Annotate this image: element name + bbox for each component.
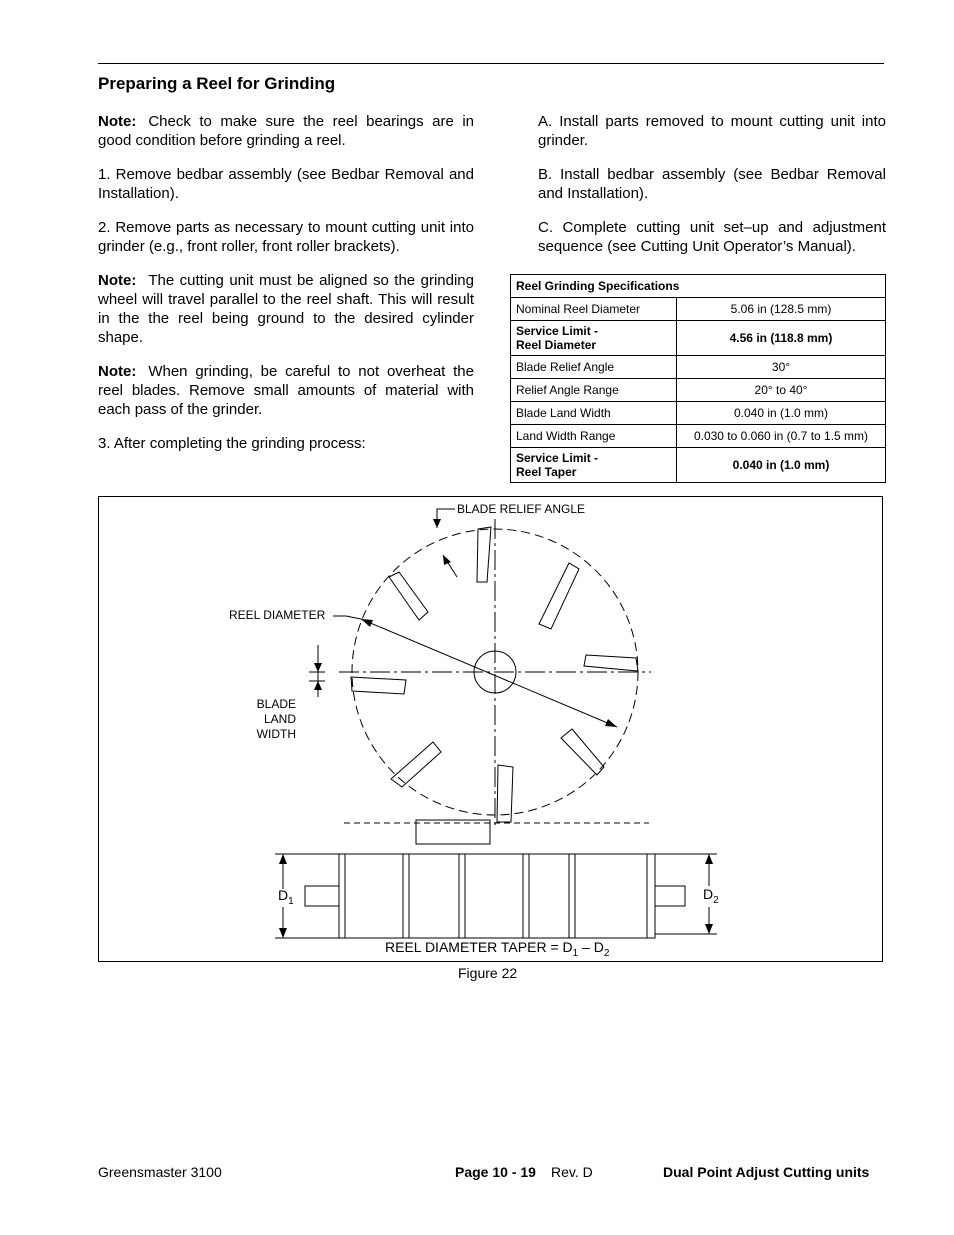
taper-formula [385,940,609,961]
figure-caption: Figure 22 [458,965,518,981]
arrowhead [279,854,287,864]
note-label: Note: [98,113,137,130]
reel-side-body [339,854,655,938]
table-row [511,356,886,379]
step-3: 3. After completing the grinding process: [98,435,366,452]
spec-label-line: Service Limit - [516,324,599,338]
spec-label: Blade Land Width [511,402,677,425]
spec-label: Land Width Range [511,425,677,448]
spec-label-line: Reel Taper [516,465,577,479]
right-shaft [655,886,685,906]
spec-value: 0.030 to 0.060 in (0.7 to 1.5 mm) [677,425,886,448]
table-row [511,321,886,356]
arrowhead [314,681,322,690]
footer-section: Dual Point Adjust Cutting units [663,1164,870,1180]
blade [584,655,638,671]
blade [389,572,428,620]
label-line: WIDTH [256,727,296,741]
page-title: Preparing a Reel for Grinding [98,74,336,93]
left-column [98,112,474,468]
reel-diameter-leader [333,616,361,619]
table-row [511,298,886,321]
note-text: The cutting unit must be aligned so the grinding wheel will travel parallel to the reel shaft. This will result in the the reel being ground to the desired cylinder shape. [98,272,474,346]
d2-text: D [703,886,714,902]
spec-label [511,448,677,483]
note-label: Note: [98,363,137,380]
blade [539,563,579,629]
arrowhead [433,519,441,528]
d1-text: D [278,887,289,903]
step-1: 1. Remove bedbar assembly (see Bedbar Removal and Installation). [98,166,474,202]
spec-label-line: Service Limit - [516,451,599,465]
reel-diameter-label: REEL DIAMETER [229,608,326,622]
spec-value: 4.56 in (118.8 mm) [677,321,886,356]
right-column [538,112,886,271]
blade [497,765,513,822]
spec-label: Relief Angle Range [511,379,677,402]
d2-label [703,887,719,908]
step-a: A. Install parts removed to mount cutting unit into grinder. [538,113,886,149]
spec-label [511,321,677,356]
d1-subscript: 1 [288,895,294,907]
arrowhead [705,854,713,864]
footer-page: Page 10 - 19 [455,1164,536,1180]
spec-value: 30° [677,356,886,379]
blade [477,527,491,582]
arrowhead [705,924,713,934]
spec-label: Blade Relief Angle [511,356,677,379]
taper-text: REEL DIAMETER TAPER = D [385,939,573,955]
blade-land-width-label [247,697,296,742]
d2-subscript: 2 [713,894,719,906]
bedknife [416,820,490,844]
reel-figure [98,496,883,962]
step-b: B. Install bedbar assembly (see Bedbar Removal and Installation). [538,166,886,202]
table-row [511,379,886,402]
reel-diagram [99,497,884,963]
note-label: Note: [98,272,137,289]
arrowhead [605,719,617,727]
note-text: When grinding, be careful to not overheat the reel blades. Remove small amounts of material with each pass of the grinder. [98,363,474,418]
spec-label: Nominal Reel Diameter [511,298,677,321]
spec-value: 0.040 in (1.0 mm) [677,448,886,483]
table-row [511,402,886,425]
left-shaft [305,886,339,906]
label-line: LAND [263,712,296,726]
spec-value: 0.040 in (1.0 mm) [677,402,886,425]
blade [561,729,604,775]
arrowhead [279,928,287,938]
step-c: C. Complete cutting unit set–up and adjustment sequence (see Cutting Unit Operator’s Manual). [538,219,886,255]
label-line: BLADE [256,697,296,711]
blade [391,742,441,787]
blade-relief-angle-label: BLADE RELIEF ANGLE [457,502,586,516]
table-row [511,448,886,483]
taper-subscript: 2 [603,947,610,959]
arrowhead [443,555,451,565]
spec-label-line: Reel Diameter [516,338,597,352]
relief-angle-leader [437,509,455,528]
spec-value: 5.06 in (128.5 mm) [677,298,886,321]
footer-model: Greensmaster 3100 [98,1164,222,1180]
taper-subscript: 1 [572,947,579,959]
note-text: Check to make sure the reel bearings are in good condition before grinding a reel. [98,113,474,149]
header-rule [98,63,884,64]
d1-label [278,888,294,909]
table-row [511,425,886,448]
spec-value: 20° to 40° [677,379,886,402]
blade [351,677,406,694]
arrowhead [314,663,322,672]
spec-table [510,274,886,483]
arrowhead [361,619,373,627]
step-2: 2. Remove parts as necessary to mount cutting unit into grinder (e.g., front roller, front roller brackets). [98,219,474,255]
spec-table-title: Reel Grinding Specifications [511,275,886,298]
footer-rev: Rev. D [551,1164,593,1180]
note-3 [98,362,474,419]
note-1 [98,112,474,150]
diameter-line [361,619,617,727]
taper-text: – D [578,939,604,955]
note-2 [98,271,474,347]
